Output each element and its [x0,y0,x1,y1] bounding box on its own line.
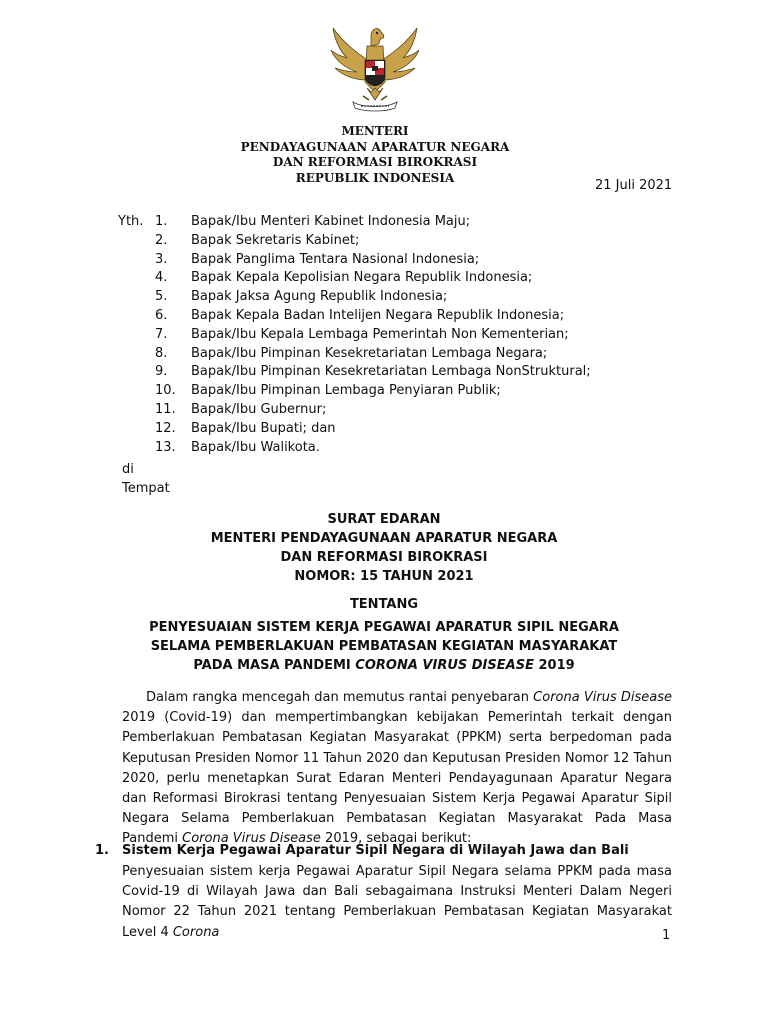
letter-date: 21 Juli 2021 [595,178,673,193]
item-text: Bapak Kepala Badan Intelijen Negara Republik Indonesia; [191,307,565,323]
heading-line: NOMOR: 15 TAHUN 2021 [294,569,474,584]
list-item [155,421,591,440]
subject-line: PADA MASA PANDEMI CORONA VIRUS DISEASE 2019 [193,658,575,673]
list-item [155,270,591,289]
item-number: 7. [155,326,168,342]
item-text: Bapak/Ibu Pimpinan Kesekretariatan Lembaga NonStruktural; [191,364,591,380]
circular-heading [100,510,668,586]
item-number: 10. [155,383,176,399]
item-text: Bapak/Ibu Pimpinan Lembaga Penyiaran Publik; [191,383,501,399]
intro-paragraph: Dalam rangka mencegah dan memutus rantai penyebaran Corona Virus Disease 2019 (Covid-19) dan mempertimbangkan kebijakan Pemerintah terkait dengan Pemberlakuan Pembatasan Kegiatan Masyarakat (PPKM) serta berpedoman pada Keputusan Presiden Nomor 11 Tahun 2020 dan Keputusan Presiden Nomor 12 Tahun 2020, perlu menetapkan Surat Edaran Menteri Pendayagunaan Aparatur Negara dan Reformasi Birokrasi tentang Penyesuaian Sistem Kerja Pegawai Aparatur Sipil Negara Selama Pemberlakuan Pembatasan Kegiatan Masyarakat Pada Masa Pandemi Corona Virus Disease 2019, sebagai berikut: [122,690,673,847]
list-item [155,233,591,252]
letterhead-line: PENDAYAGUNAAN APARATUR NEGARA [240,139,510,154]
item-number: 3. [155,251,168,267]
section-paragraph: Penyesuaian sistem kerja Pegawai Aparatur Sipil Negara selama PPKM pada masa Covid-19 di Wilayah Jawa dan Bali sebagaimana Instruksi Menteri Dalam Negeri Nomor 22 Tahun 2021 tentang Pemberlakuan Pembatasan Kegiatan Masyarakat Level 4 Corona [122,864,672,940]
list-item [155,402,591,421]
list-item [155,364,591,383]
item-text: Bapak/Ibu Walikota. [191,439,320,455]
item-number: 8. [155,345,168,361]
item-text: Bapak Panglima Tentara Nasional Indonesia; [191,251,480,267]
item-text: Bapak Sekretaris Kabinet; [191,232,360,248]
item-number: 2. [155,232,168,248]
salutation-label: Yth. [118,214,144,229]
garuda-pancasila-emblem [325,22,425,114]
item-number: 5. [155,289,168,305]
item-text: Bapak Jaksa Agung Republik Indonesia; [191,289,448,305]
item-text: Bapak/Ibu Gubernur; [191,401,327,417]
list-item [155,383,591,402]
heading-line: SURAT EDARAN [327,512,441,527]
item-number: 12. [155,420,176,436]
list-item [155,214,591,233]
item-text: Bapak/Ibu Bupati; dan [191,420,336,436]
list-item [155,308,591,327]
section-number: 1. [95,843,109,858]
letterhead-line: REPUBLIK INDONESIA [295,170,455,185]
item-number: 9. [155,364,168,380]
list-item [155,327,591,346]
item-text: Bapak/Ibu Kepala Lembaga Pemerintah Non Kementerian; [191,326,569,342]
item-text: Bapak/Ibu Menteri Kabinet Indonesia Maju; [191,214,471,229]
item-number: 11. [155,401,176,417]
item-text: Bapak/Ibu Pimpinan Kesekretariatan Lembaga Negara; [191,345,548,361]
subject-line: PENYESUAIAN SISTEM KERJA PEGAWAI APARATUR SIPIL NEGARA [149,620,619,635]
section-title: Sistem Kerja Pegawai Aparatur Sipil Negara di Wilayah Jawa dan Bali [122,843,629,858]
subject-line: SELAMA PEMBERLAKUAN PEMBATASAN KEGIATAN MASYARAKAT [150,639,618,654]
recipient-list [155,214,591,458]
letterhead-line: MENTERI [341,124,409,138]
item-number: 1. [155,214,168,229]
ministry-letterhead [230,124,520,186]
heading-line: DAN REFORMASI BIROKRASI [280,550,488,565]
list-item [155,289,591,308]
address-tempat: Tempat [122,481,170,496]
item-text: Bapak Kepala Kepolisian Negara Republik Indonesia; [191,270,533,286]
item-number: 6. [155,307,168,323]
list-item [155,440,591,459]
letterhead-line: DAN REFORMASI BIROKRASI [272,155,478,169]
heading-line: MENTERI PENDAYAGUNAAN APARATUR NEGARA [210,531,558,546]
list-item [155,346,591,365]
tentang-label: TENTANG [349,597,419,612]
list-item [155,252,591,271]
item-number: 13. [155,439,176,455]
subject-heading [100,595,668,675]
address-block [122,460,170,498]
address-di: di [122,462,134,477]
item-number: 4. [155,270,168,286]
page-number: 1 [662,928,671,943]
